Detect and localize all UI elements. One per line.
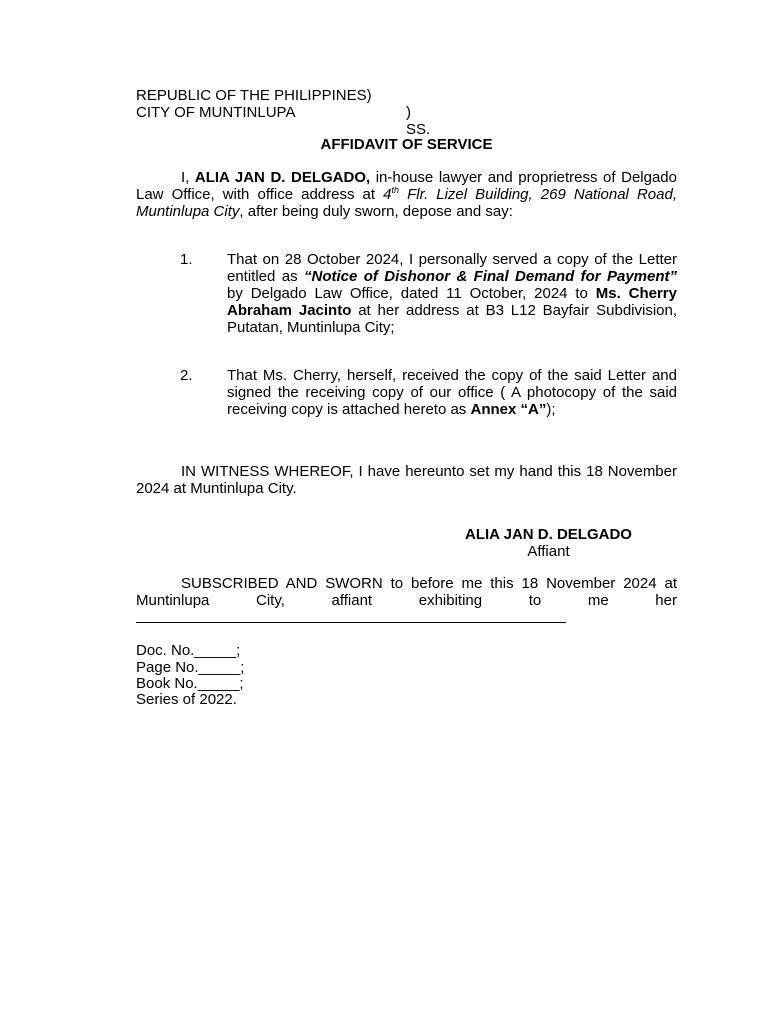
venue-republic: REPUBLIC OF THE PHILIPPINES): [136, 87, 372, 104]
office-address: 4th Flr. Lizel Building, 269 National Road, Muntinlupa City: [136, 185, 677, 220]
item-number: 2.: [180, 367, 193, 384]
series-year: Series of 2022.: [136, 691, 237, 708]
jurat-paragraph: SUBSCRIBED AND SWORN to before me this 18 November 2024 at Muntinlupa City, affiant exhibiting to me her: [136, 575, 677, 609]
affiant-role: Affiant: [527, 543, 570, 560]
venue-city-name: CITY OF MUNTINLUPA: [136, 104, 296, 121]
item-text: That Ms. Cherry, herself, received the copy of the said Letter and signed the receiving copy of our office ( A photocopy of the said receiving copy is attached hereto as Annex “A”);: [227, 367, 677, 418]
intro-paragraph: [136, 169, 677, 220]
venue-ss: ) SS.: [406, 104, 431, 138]
recipient-name: Ms. Cherry Abraham Jacinto: [227, 285, 677, 319]
venue-city: [136, 104, 436, 138]
document-title: AFFIDAVIT OF SERVICE: [320, 136, 493, 153]
doc-number: Doc. No._____;: [136, 642, 241, 659]
book-number: Book No._____;: [136, 675, 244, 692]
blank-line: [136, 622, 566, 623]
page-number: Page No._____;: [136, 659, 245, 676]
letter-title: “Notice of Dishonor & Final Demand for Payment”: [303, 268, 678, 285]
item-number: 1.: [180, 251, 193, 268]
intro-pre: I,: [181, 169, 195, 186]
item-text: That on 28 October 2024, I personally served a copy of the Letter entitled as “Notice of Dishonor & Final Demand for Payment” by Delgado Law Office, dated 11 October, 2024 to Ms. Cherry Abraham Jacinto at her address at B3 L12 Bayfair Subdivision, Putatan, Muntinlupa City;: [227, 251, 678, 336]
witness-paragraph: IN WITNESS WHEREOF, I have hereunto set my hand this 18 November 2024 at Muntinlupa City.: [136, 463, 677, 497]
intro-mid: in-house lawyer and proprietress of Delgado Law Office, with office address at: [136, 169, 677, 203]
intro-post: , after being duly sworn, depose and say:: [239, 203, 513, 220]
annex-label: Annex “A”: [470, 401, 547, 418]
affiant-signature-name: ALIA JAN D. DELGADO: [465, 526, 632, 543]
affiant-name-inline: ALIA JAN D. DELGADO,: [194, 169, 371, 186]
